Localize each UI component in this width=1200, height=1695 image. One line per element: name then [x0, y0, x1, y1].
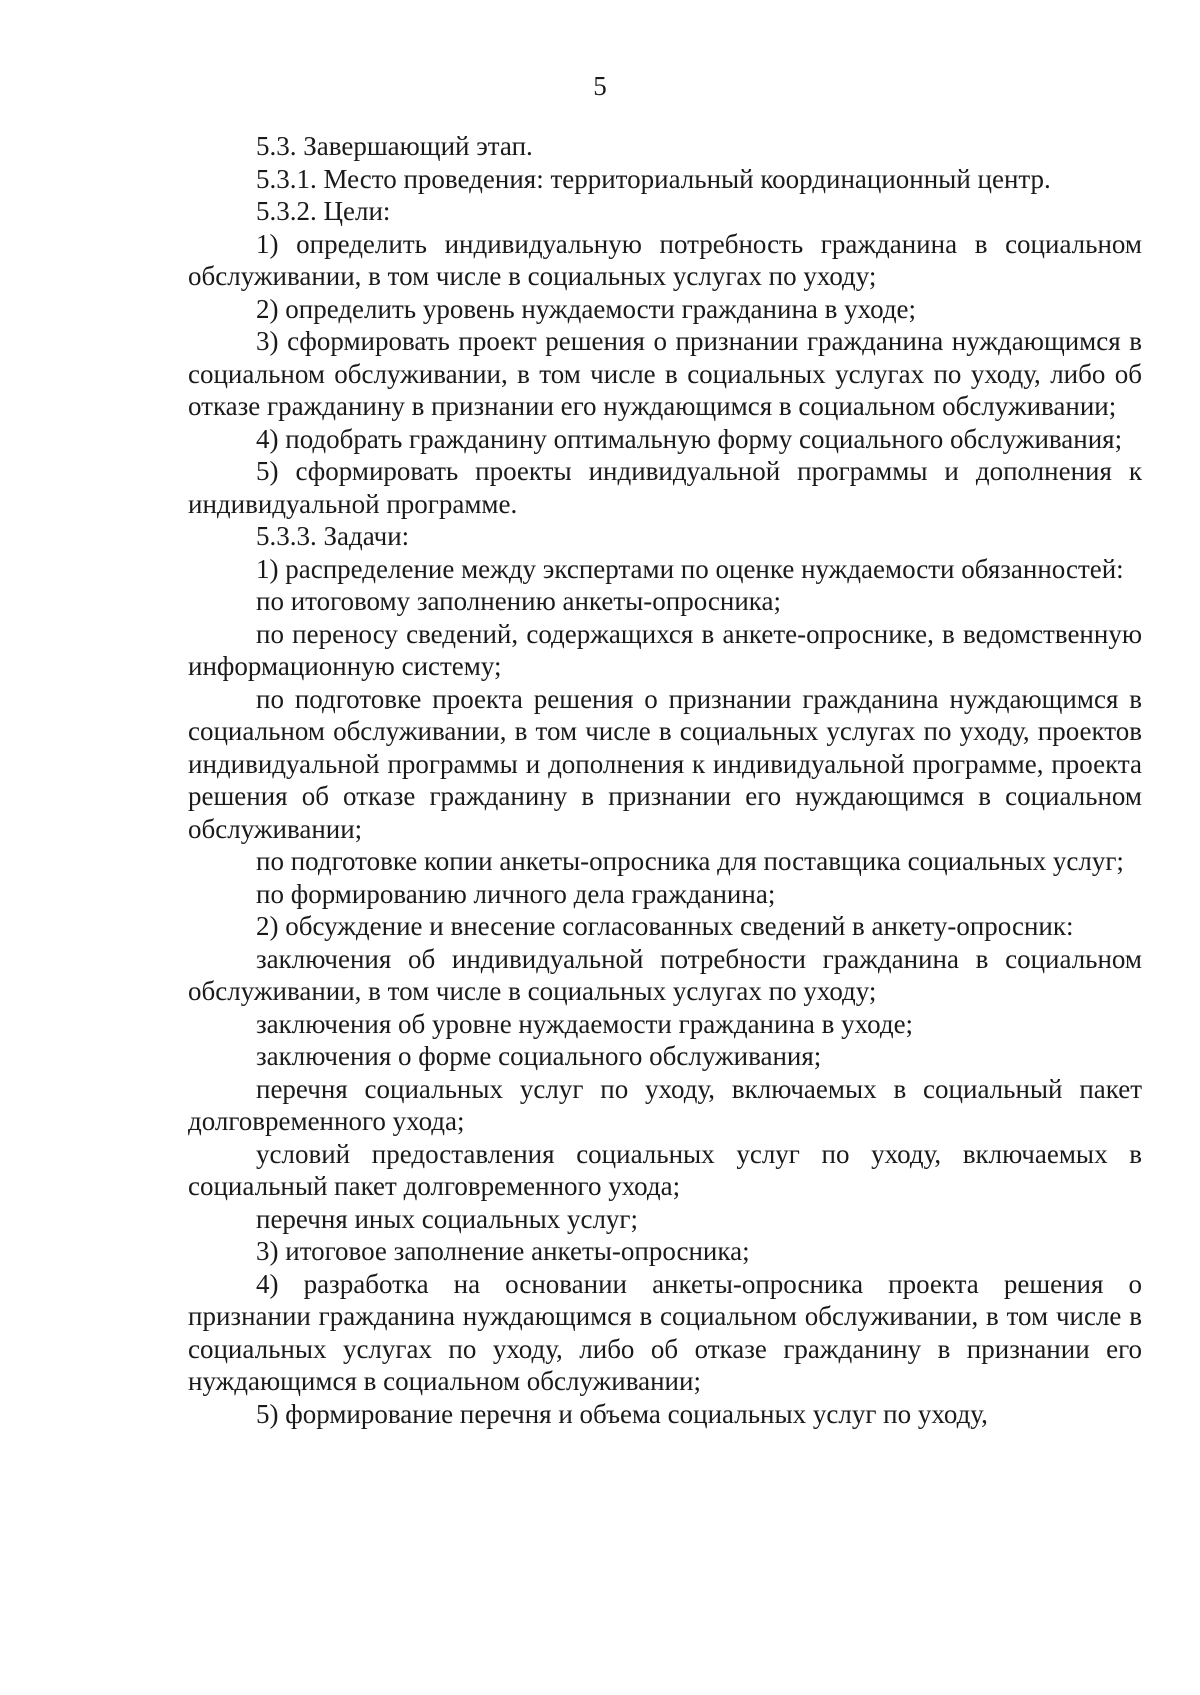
task-item-5: 5) формирование перечня и объема социальных услуг по уходу, — [256, 1398, 988, 1429]
goal-item-2: 2) определить уровень нуждаемости гражданина в уходе; — [256, 293, 917, 324]
document-body — [188, 130, 1142, 1430]
task-subitem: заключения о форме социального обслуживания; — [256, 1041, 822, 1071]
task-subitem: по переносу сведений, содержащихся в анкете-опроснике, в ведомственную информационную систему; — [188, 618, 1142, 681]
task-subitem: по итоговому заполнению анкеты-опросника; — [256, 586, 781, 616]
task-subitem: заключения об индивидуальной потребности гражданина в социальном обслуживании, в том числе в социальных услугах по уходу; — [188, 943, 1142, 1006]
task-subitem: по подготовке копии анкеты-опросника для поставщика социальных услуг; — [256, 846, 1124, 876]
task-subitem: заключения об уровне нуждаемости гражданина в уходе; — [256, 1008, 914, 1039]
goal-item-3: 3) сформировать проект решения о признании гражданина нуждающимся в социальном обслуживании, в том числе в социальных услугах по уходу, либо об отказе гражданину в признании его нуждающимся в социальном обслуживании; — [188, 326, 1142, 421]
paragraph-5-3-1-location: 5.3.1. Место проведения: территориальный координационный центр. — [256, 163, 1051, 194]
task-item-4: 4) разработка на основании анкеты-опросника проекта решения о признании гражданина нуждающимся в социальном обслуживании, в том числе в социальных услугах по уходу, либо об отказе гражданину в признании его нуждающимся в социальном обслуживании; — [188, 1268, 1142, 1396]
task-subitem: условий предоставления социальных услуг по уходу, включаемых в социальный пакет долговременного ухода; — [188, 1138, 1142, 1201]
task-item-2: 2) обсуждение и внесение согласованных сведений в анкету-опросник: — [256, 911, 1074, 941]
goal-item-4: 4) подобрать гражданину оптимальную форму социального обслуживания; — [256, 423, 1123, 454]
page-number: 5 — [593, 71, 607, 101]
task-subitem: перечня социальных услуг по уходу, включаемых в социальный пакет долговременного ухода; — [188, 1073, 1142, 1136]
goal-item-5: 5) сформировать проекты индивидуальной программы и дополнения к индивидуальной программе. — [188, 456, 1142, 519]
paragraph-5-3-heading: 5.3. Завершающий этап. — [256, 131, 533, 161]
task-subitem: перечня иных социальных услуг; — [256, 1203, 638, 1234]
task-item-3: 3) итоговое заполнение анкеты-опросника; — [256, 1236, 750, 1266]
task-subitem: по подготовке проекта решения о признании гражданина нуждающимся в социальном обслуживании, в том числе в социальных услугах по уходу, проектов индивидуальной программы и дополнения к индивидуальной программе, проекта решения об отказе гражданину в признании его нуждающимся в социальном обслуживании; — [188, 683, 1142, 844]
paragraph-5-3-3-tasks-heading: 5.3.3. Задачи: — [256, 521, 410, 551]
goal-item-1: 1) определить индивидуальную потребность гражданина в социальном обслуживании, в том числе в социальных услугах по уходу; — [188, 228, 1142, 291]
paragraph-5-3-2-goals-heading: 5.3.2. Цели: — [256, 196, 391, 226]
task-subitem: по формированию личного дела гражданина; — [256, 878, 776, 909]
task-item-1: 1) распределение между экспертами по оценке нуждаемости обязанностей: — [256, 553, 1124, 584]
